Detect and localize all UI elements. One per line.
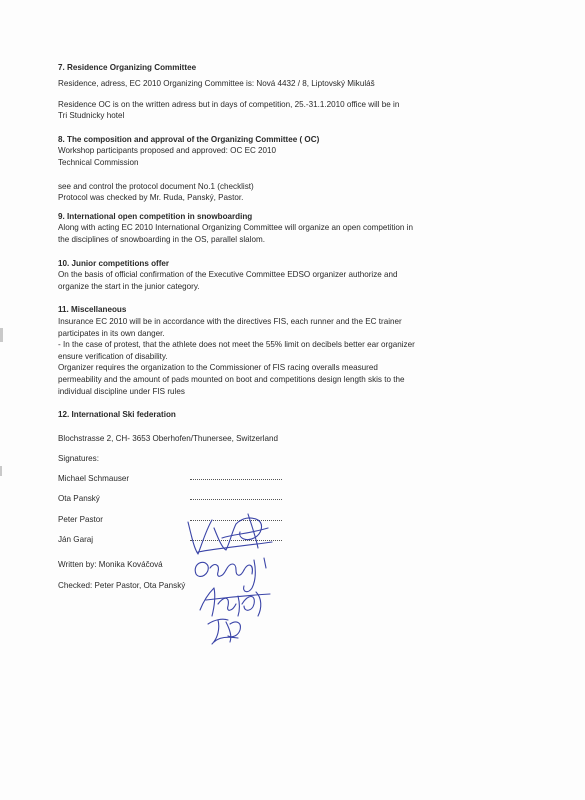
signature-row	[58, 473, 528, 494]
checked-by: Checked: Peter Pastor, Ota Panský	[58, 581, 186, 591]
scan-edge-mark	[0, 328, 3, 342]
signature-row	[58, 514, 528, 535]
text-line: individual discipline under FIS rules	[58, 386, 185, 396]
section-12	[58, 409, 528, 591]
section-title: 10. Junior competitions offer	[58, 258, 170, 268]
section-title: 12. International Ski federation	[58, 410, 176, 420]
section-title: 7. Residence Organizing Committee	[58, 63, 197, 72]
text-line: see and control the protocol document No.1 (checklist)	[58, 181, 254, 191]
federation-address: Blochstrasse 2, CH- 3653 Oberhofen/Thunersee, Switzerland	[58, 433, 278, 443]
signer-name: Ján Garaj	[58, 535, 94, 545]
text-line: Organizer requires the organization to the Commissioner of FIS racing overalls measured	[58, 363, 378, 373]
signature-pastor	[200, 588, 270, 616]
signer-name: Peter Pastor	[58, 514, 103, 524]
text-line: Technical Commission	[58, 158, 139, 168]
scan-edge-mark	[0, 466, 2, 476]
signature-line	[190, 479, 282, 480]
section-7	[58, 62, 528, 122]
written-by: Written by: Monika Kováčová	[58, 560, 163, 570]
section-9	[58, 211, 528, 246]
signature-row	[58, 493, 528, 514]
text-line: participates in its own danger.	[58, 328, 165, 338]
text-line: the disciplines of snowboarding in the OS, parallel slalom.	[58, 235, 265, 245]
text-line: Residence OC is on the written adress but in days of competition, 25.-31.1.2010 office will be in	[58, 99, 400, 109]
signature-row	[58, 534, 528, 555]
text-line: Residence, adress, EC 2010 Organizing Committee is: Nová 4432 / 8, Liptovský Mikuláš	[58, 79, 375, 89]
text-line: ensure verification of disability.	[58, 351, 168, 361]
text-line: Along with acting EC 2010 International Organizing Committee will organize an open competition in	[58, 223, 413, 233]
document-body	[58, 62, 528, 592]
text-line: Tri Studnicky hotel	[58, 111, 125, 121]
text-line: Insurance EC 2010 will be in accordance with the directives FIS, each runner and the EC trainer	[58, 317, 402, 326]
text-line: - In the case of protest, that the athlete does not meet the 55% limit on decibels better ear organizer	[58, 340, 415, 350]
signer-name: Michael Schmauser	[58, 473, 130, 483]
section-title: 9. International open competition in snowboarding	[58, 211, 253, 221]
signer-name: Ota Panský	[58, 494, 100, 504]
section-8	[58, 134, 528, 204]
signature-line	[190, 499, 282, 500]
text-line: On the basis of official confirmation of the Executive Committee EDSO organizer authorize and	[58, 270, 398, 280]
text-line: Workshop participants proposed and approved: OC EC 2010	[58, 146, 277, 156]
section-title: 8. The composition and approval of the Organizing Committee ( OC)	[58, 134, 320, 144]
section-10	[58, 258, 528, 293]
signatures-label: Signatures:	[58, 454, 99, 464]
section-title: 11. Miscellaneous	[58, 305, 127, 315]
text-line: permeability and the amount of pads mounted on boot and competitions design length skis to the	[58, 374, 405, 384]
text-line: Protocol was checked by Mr. Ruda, Panský, Pastor.	[58, 193, 244, 203]
signature-schmauser	[188, 514, 272, 554]
signature-pansky	[195, 558, 266, 592]
section-11	[58, 304, 528, 397]
signature-garaj	[208, 619, 240, 644]
handwritten-signatures	[178, 508, 288, 648]
text-line: organize the start in the junior category.	[58, 281, 200, 291]
